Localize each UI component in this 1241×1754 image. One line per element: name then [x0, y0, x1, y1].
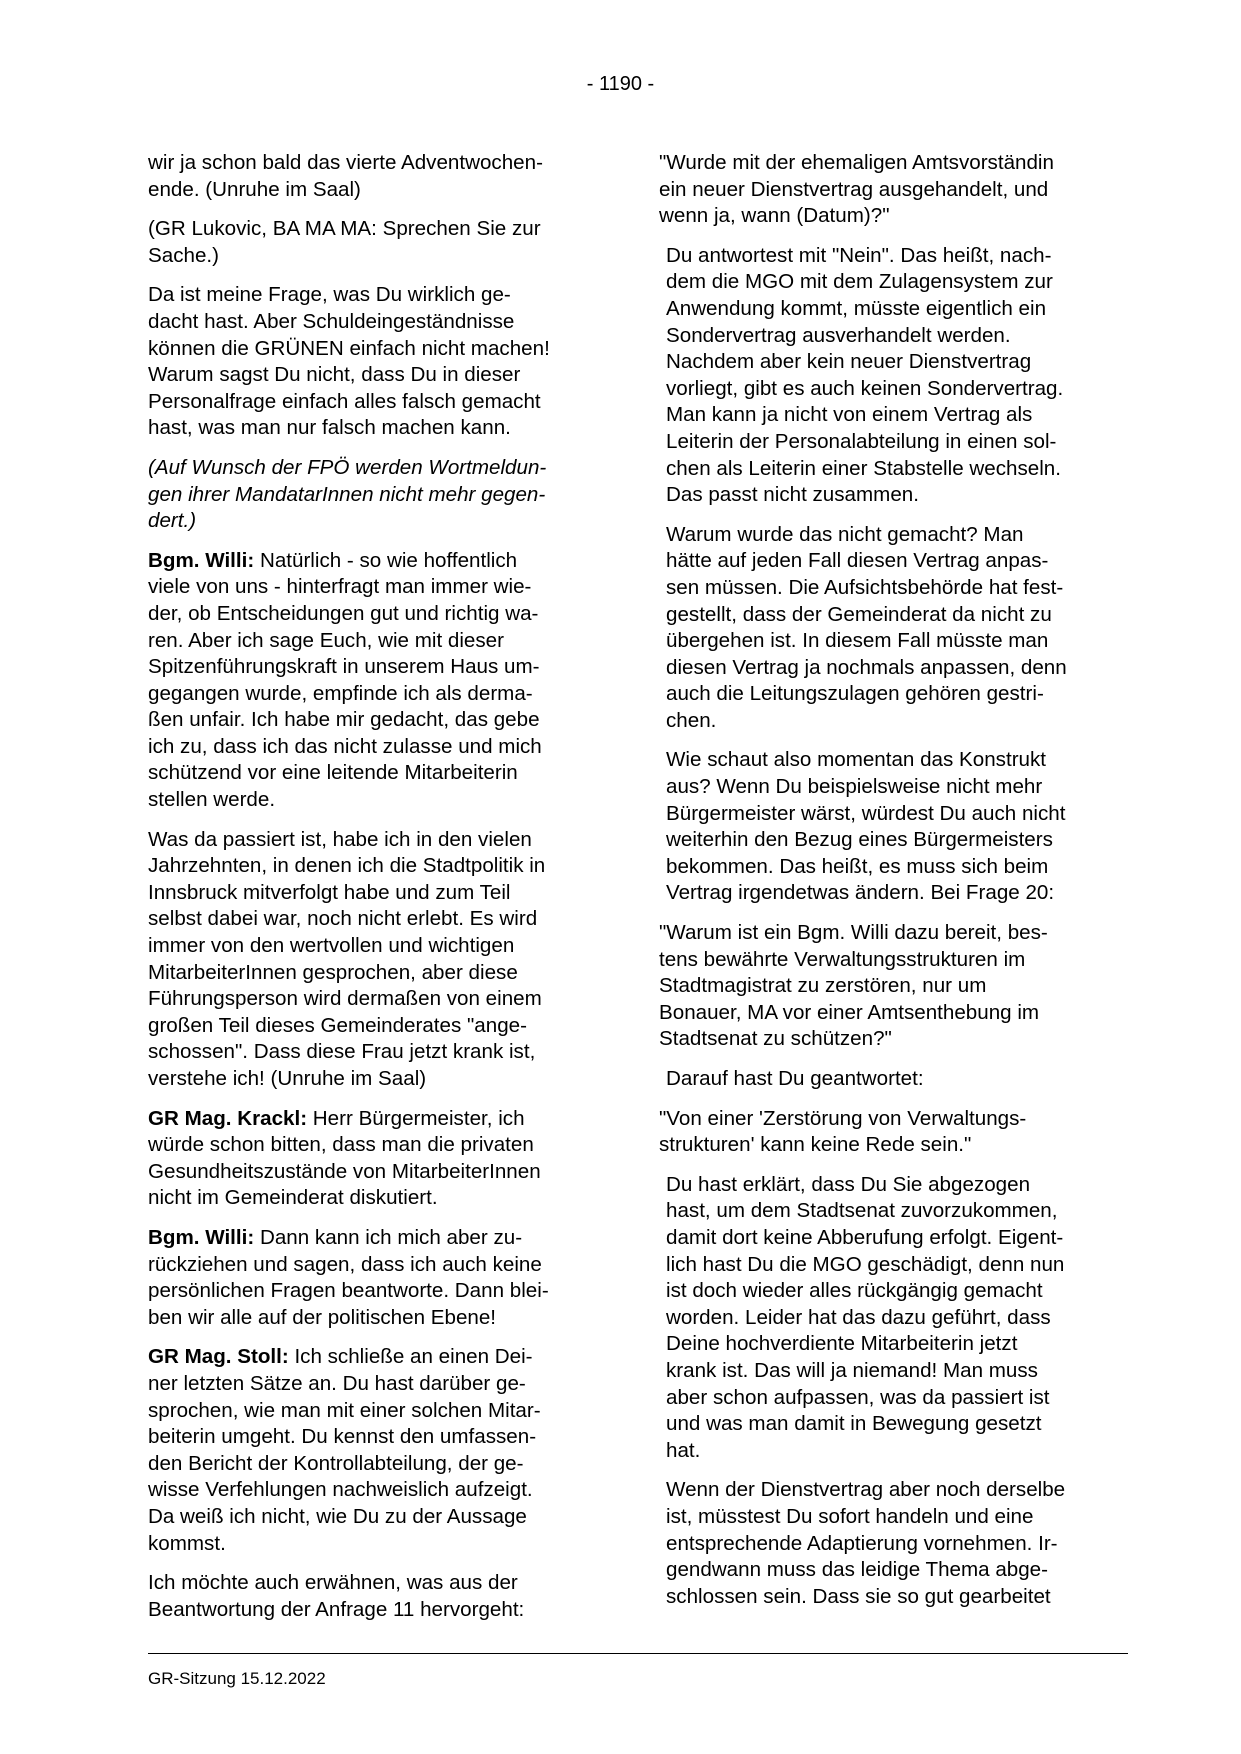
quoted-answer: "Von einer 'Zerstörung von Verwaltungs- strukturen' kann keine Rede sein." [659, 1106, 1027, 1157]
left-column [148, 150, 610, 1636]
footer-divider [148, 1653, 1128, 1654]
speaker-name: Bgm. Willi: [148, 1225, 255, 1249]
speech-paragraph: Bgm. Willi: Natürlich - so wie hoffentlich viele von uns - hinterfragt man immer wie- der, ob Entscheidungen gut und richtig wa- ren. Aber ich sage Euch, wie mit dieser Spitzenführungskraft in unserem Haus um- gegangen wurde, empfinde ich als derma- ßen unfair. Ich habe mir gedacht, das gebe ich zu, dass ich das nicht zulasse und mich schützend vor eine leitende Mitarbeiterin stellen werde. [148, 548, 542, 812]
right-column [659, 150, 1128, 1623]
paragraph: wir ja schon bald das vierte Adventwochen- ende. (Unruhe im Saal) [148, 151, 543, 201]
footer-session-date: GR-Sitzung 15.12.2022 [148, 1669, 326, 1688]
page-number: - 1190 - [586, 73, 655, 95]
paragraph: Darauf hast Du geantwortet: [666, 1067, 924, 1090]
paragraph: Warum wurde das nicht gemacht? Man hätte auf jeden Fall diesen Vertrag anpas- sen müssen. Die Aufsichtsbehörde hat fest- gestellt, dass der Gemeinderat da nicht zu übergehen ist. In diesem Fall müsste man diesen Vertrag ja nochmals anpassen, denn auch die Leitungszulagen gehören gestri- chen. [666, 522, 1067, 732]
paragraph: Wie schaut also momentan das Konstrukt aus? Wenn Du beispielsweise nicht mehr Bürgermeister wärst, würdest Du auch nicht weiterhin den Bezug eines Bürgermeisters bekommen. Das heißt, es muss sich beim Vertrag irgendetwas ändern. Bei Frage 20: [666, 748, 1066, 905]
speaker-name: GR Mag. Stoll: [148, 1345, 289, 1369]
paragraph: Da ist meine Frage, was Du wirklich ge- dacht hast. Aber Schuldeingeständnisse können die GRÜNEN einfach nicht machen! Warum sagst Du nicht, dass Du in dieser Personalfrage einfach alles falsch gemacht hast, was man nur falsch machen kann. [148, 283, 550, 440]
paragraph: Du hast erklärt, dass Du Sie abgezogen hast, um dem Stadtsenat zuvorzukommen, damit dort keine Abberufung erfolgt. Eigent- lich hast Du die MGO geschädigt, denn nun ist doch wieder alles rückgängig gemacht worden. Leider hat das dazu geführt, dass Deine hochverdiente Mitarbeiterin jetzt krank ist. Das will ja niemand! Man muss aber schon aufpassen, was da passiert ist und was man damit in Bewegung gesetzt hat. [666, 1172, 1065, 1462]
quoted-question: "Wurde mit der ehemaligen Amtsvorständin ein neuer Dienstvertrag ausgehandelt, und wenn ja, wann (Datum)?" [659, 151, 1054, 228]
paragraph: Ich möchte auch erwähnen, was aus der Beantwortung der Anfrage 11 hervorgeht: [148, 1571, 525, 1621]
paragraph: (GR Lukovic, BA MA MA: Sprechen Sie zur Sache.) [148, 217, 541, 267]
speech-paragraph: GR Mag. Stoll: Ich schließe an einen Dei- ner letzten Sätze an. Du hast darüber ge- sprochen, wie man mit einer solchen Mitar- beiterin umgeht. Du kennst den umfassen- den Bericht der Kontrollabteilung, der ge- wisse Verfehlungen nachweislich aufzeigt. Da weiß ich nicht, wie Du zu der Aussage kommst. [148, 1345, 541, 1555]
paragraph: Wenn der Dienstvertrag aber noch derselbe ist, müsstest Du sofort handeln und eine entsprechende Adaptierung vornehmen. Ir- gendwann muss das leidige Thema abge- schlossen sein. Dass sie so gut gearbeitet [666, 1478, 1066, 1608]
speaker-name: Bgm. Willi: [148, 548, 255, 572]
paragraph: Du antwortest mit "Nein". Das heißt, nach- dem die MGO mit dem Zulagensystem zur Anwendung kommt, müsste eigentlich ein Sondervertrag ausverhandelt werden. Nachdem aber kein neuer Dienstvertrag vorliegt, gibt es auch keinen Sondervertrag. Man kann ja nicht von einem Vertrag als Leiterin der Personalabteilung in einen sol- chen als Leiterin einer Stabstelle wechseln. Das passt nicht zusammen. [666, 243, 1064, 507]
paragraph: Was da passiert ist, habe ich in den vielen Jahrzehnten, in denen ich die Stadtpolitik in Innsbruck mitverfolgt habe und zum Teil selbst dabei war, noch nicht erlebt. Es wird immer von den wertvollen und wichtigen MitarbeiterInnen gesprochen, aber diese Führungsperson wird dermaßen von einem großen Teil dieses Gemeinderates "ange- schossen". Dass diese Frau jetzt krank ist, verstehe ich! (Unruhe im Saal) [148, 827, 546, 1090]
editorial-note: (Auf Wunsch der FPÖ werden Wortmeldun- gen ihrer MandatarInnen nicht mehr gegen- dert.) [148, 455, 547, 533]
speaker-name: GR Mag. Krackl: [148, 1106, 308, 1130]
quoted-question: "Warum ist ein Bgm. Willi dazu bereit, bes- tens bewährte Verwaltungsstrukturen im Stadtmagistrat zu zerstören, nur um Bonauer, MA vor einer Amtsenthebung im Stadtsenat zu schützen?" [659, 921, 1048, 1051]
speech-paragraph: Bgm. Willi: Dann kann ich mich aber zu- rückziehen und sagen, dass ich auch keine persönlichen Fragen beantworte. Dann blei- ben wir alle auf der politischen Ebene! [148, 1225, 549, 1329]
speech-paragraph: GR Mag. Krackl: Herr Bürgermeister, ich würde schon bitten, dass man die privaten Gesundheitszustände von MitarbeiterInnen nicht im Gemeinderat diskutiert. [148, 1106, 541, 1210]
